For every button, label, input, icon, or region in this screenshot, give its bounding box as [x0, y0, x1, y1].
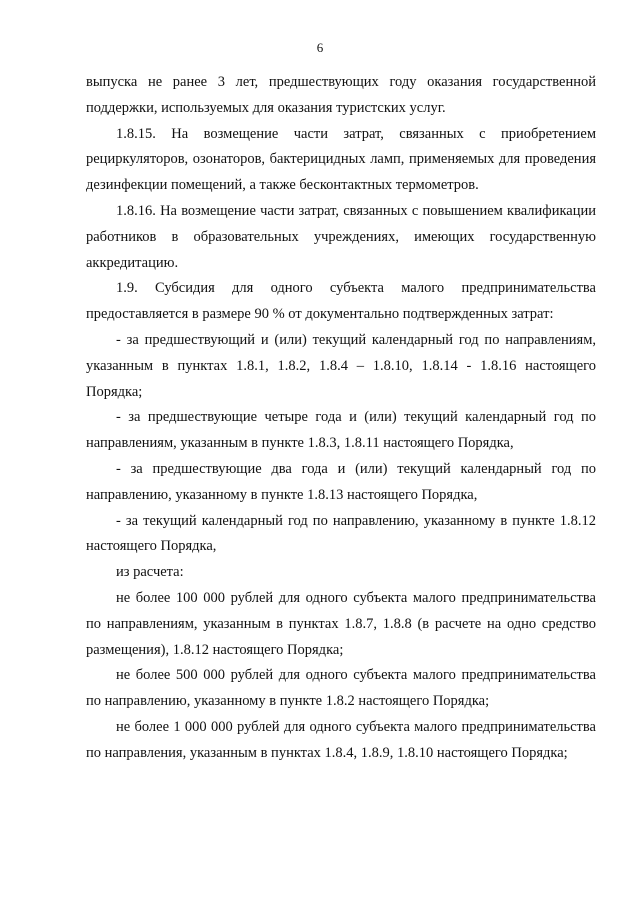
paragraph-6: - за предшествующие четыре года и (или) текущий календарный год по направлениям, указанным в пункте 1.8.3, 1.8.11 настоящего Порядка,	[86, 409, 596, 452]
document-body	[86, 70, 596, 767]
paragraph-3: 1.8.16. На возмещение части затрат, связанных с повышением квалификации работников в образовательных учреждениях, имеющих государственную аккредитацию.	[86, 202, 596, 271]
paragraph-1: выпуска не ранее 3 лет, предшествующих году оказания государственной поддержки, используемых для оказания туристских услуг.	[86, 74, 596, 116]
paragraph-12: не более 1 000 000 рублей для одного субъекта малого предпринимательства по направления, указанным в пунктах 1.8.4, 1.8.9, 1.8.10 настоящего Порядка;	[86, 718, 596, 761]
paragraph-5: - за предшествующий и (или) текущий календарный год по направлениям, указанным в пунктах 1.8.1, 1.8.2, 1.8.4 – 1.8.10, 1.8.14 - 1.8.16 настоящего Порядка;	[86, 331, 596, 400]
paragraph-10: не более 100 000 рублей для одного субъекта малого предпринимательства по направлениям, указанным в пунктах 1.8.7, 1.8.8 (в расчете на одно средство размещения), 1.8.12 настоящего Порядка;	[86, 589, 596, 658]
paragraph-11: не более 500 000 рублей для одного субъекта малого предпринимательства по направлению, указанному в пункте 1.8.2 настоящего Порядка;	[86, 667, 596, 710]
paragraph-9: из расчета:	[116, 564, 184, 581]
paragraph-7: - за предшествующие два года и (или) текущий календарный год по направлению, указанному в пункте 1.8.13 настоящего Порядка,	[86, 460, 596, 503]
paragraph-8: - за текущий календарный год по направлению, указанному в пункте 1.8.12 настоящего Порядка,	[86, 512, 596, 555]
paragraph-4: 1.9. Субсидия для одного субъекта малого предпринимательства предоставляется в размере 90 % от документально подтвержденных затрат:	[86, 280, 596, 323]
paragraph-2: 1.8.15. На возмещение части затрат, связанных с приобретением рециркуляторов, озонаторов, бактерицидных ламп, применяемых для проведения дезинфекции помещений, а также бесконтактных термометров.	[86, 125, 596, 194]
page-number: 6	[316, 40, 324, 55]
